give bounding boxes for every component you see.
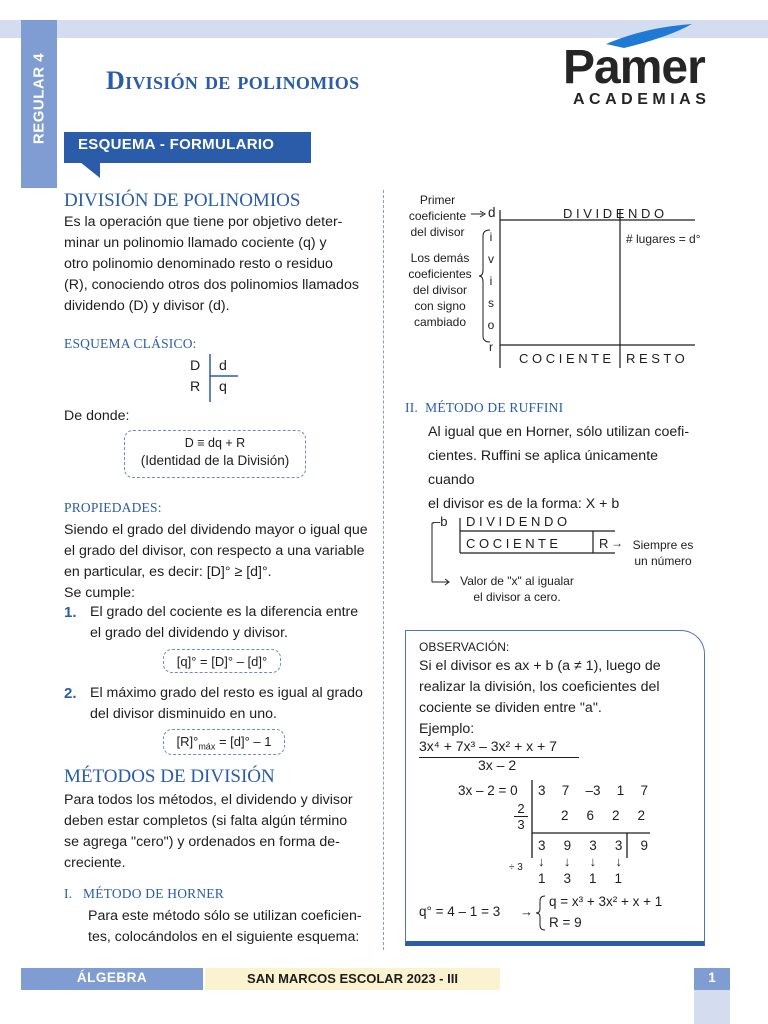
ejemplo-label: Ejemplo: <box>419 721 475 737</box>
intro-line: (R), conociendo otros dos polinomios llamados <box>64 277 359 293</box>
horner-line: tes, colocándolos en el siguiente esquema: <box>88 929 360 945</box>
prop-line: el grado del divisor, con respecto a una variable <box>64 543 365 559</box>
page-tab-bottom <box>694 990 730 1024</box>
ruffini-line: Al igual que en Horner, sólo utilizan coefi- <box>428 424 690 440</box>
q-degree: q° = 4 – 1 = 3 <box>419 904 501 919</box>
side-tab <box>21 20 57 188</box>
cell: –3 <box>585 783 601 798</box>
prop2-formula-rhs: = [d]° – 1 <box>215 734 272 749</box>
divisor-letters <box>486 226 496 358</box>
prop1-line: El grado del cociente es la diferencia entre <box>90 604 359 620</box>
prop2-formula <box>163 729 285 755</box>
cell: 3 <box>538 783 546 798</box>
prop1-formula: [q]° = [D]° – [d]° <box>163 649 281 673</box>
cell: 2 <box>611 808 620 823</box>
ruffini-minus-b: –b <box>433 514 448 529</box>
prop1-text <box>90 602 370 644</box>
ruffini-r: R <box>599 536 609 551</box>
frac-numerator: 2 <box>517 801 525 816</box>
ruffini-paragraph <box>428 420 708 516</box>
cell: 7 <box>640 783 648 798</box>
footer-center: SAN MARCOS ESCOLAR 2023 - III <box>205 968 500 990</box>
divisor-letter: i <box>489 274 493 288</box>
cell: 1 <box>614 871 622 886</box>
divisor-letter: o <box>487 318 495 332</box>
example-divisor-eq: 3x – 2 = 0 <box>458 783 518 798</box>
obs-line: realizar la división, los coeficientes del <box>419 679 660 695</box>
ruffini-line: cientes. Ruffini se aplica únicamente cuando <box>428 448 659 488</box>
identity-label: (Identidad de la División) <box>140 453 290 468</box>
prop-line: en particular, es decir: [D]° ≥ [d]°. <box>64 564 272 580</box>
example-row-4 <box>538 871 622 886</box>
page-number: 1 <box>694 968 730 990</box>
cell: 3 <box>589 838 597 853</box>
primer-coeficiente-note <box>400 192 475 240</box>
intro-line: minar un polinomio llamado cociente (q) y <box>64 235 327 251</box>
example-row-2 <box>561 808 645 823</box>
cell: 3 <box>614 838 623 853</box>
valor-line: Valor de "x" al igualar <box>460 574 574 588</box>
divisor-letter: v <box>488 252 494 266</box>
heading-ruffini: II. MÉTODO DE RUFFINI <box>405 400 564 415</box>
propiedades-paragraph <box>64 520 369 604</box>
intro-line: Es la operación que tiene por objetivo deter- <box>64 214 343 230</box>
cell: 3 <box>538 838 546 853</box>
demas-line: coeficientes <box>408 267 472 281</box>
arrow-down-icon: ↓ <box>563 854 571 869</box>
example-fraction-2-3 <box>514 801 528 832</box>
ejemplo-denominator: 3x – 2 <box>478 757 517 773</box>
divisor-letter: s <box>488 296 494 310</box>
cell: 9 <box>640 838 648 853</box>
q-arrow-icon: → <box>520 904 533 919</box>
intro-paragraph <box>64 212 364 317</box>
metodos-paragraph <box>64 790 364 874</box>
divide-by-3: ÷ 3 <box>509 862 523 873</box>
down-arrows <box>538 854 622 869</box>
q-equation: q = x³ + 3x² + x + 1 <box>549 894 663 909</box>
cell: 2 <box>637 808 645 823</box>
demas-line: del divisor <box>412 283 468 297</box>
prop2-text <box>90 683 370 725</box>
horner-dividendo: D I V I D E N D O <box>563 206 665 221</box>
metodos-line: creciente. <box>64 855 126 871</box>
side-tab-label: REGULAR 4 <box>30 52 48 145</box>
frac-denominator: 3 <box>514 816 528 832</box>
prop-line: Siendo el grado del dividendo mayor o igual que <box>64 522 368 538</box>
esquema-R: R <box>190 379 201 395</box>
heading-esquema-clasico: ESQUEMA CLÁSICO: <box>64 336 197 351</box>
divisor-letter: r <box>489 340 493 354</box>
horner-paragraph <box>88 906 368 948</box>
cell: 3 <box>563 871 571 886</box>
ruffini-dividendo: D I V I D E N D O <box>466 514 568 529</box>
heading-horner: I. MÉTODO DE HORNER <box>64 886 224 901</box>
obs-line: cociente se dividen entre "a". <box>419 700 602 716</box>
esquema-q: q <box>219 379 227 395</box>
cell: 2 <box>561 808 569 823</box>
footer-subject: ÁLGEBRA <box>21 968 203 990</box>
ruffini-cociente: C O C I E N T E <box>466 536 558 551</box>
heading-metodos: MÉTODOS DE DIVISIÓN <box>64 766 275 787</box>
demas-coeficientes-note <box>400 250 480 330</box>
heading-division: DIVISIÓN DE POLINOMIOS <box>64 190 301 211</box>
metodos-line: se agrega "cero") y ordenados en forma de- <box>64 834 340 850</box>
valor-x-note <box>452 573 582 605</box>
metodos-line: deben estar completos (si falta algún término <box>64 813 348 829</box>
prop2-line: del divisor disminuido en uno. <box>90 706 277 722</box>
horner-resto: R E S T O <box>626 351 685 366</box>
identity-formula: D ≡ dq + R <box>184 436 246 450</box>
primer-line: coeficiente <box>408 209 467 223</box>
obs-line: Si el divisor es ax + b (a ≠ 1), luego de <box>419 658 661 674</box>
lugares-note: # lugares = d° <box>626 232 701 246</box>
section-label: ESQUEMA - FORMULARIO <box>64 132 311 163</box>
prop1-number: 1. <box>64 604 77 621</box>
prop2-formula-lhs: [R]° <box>176 734 199 749</box>
siempre-note <box>628 537 698 569</box>
demas-line: con signo <box>414 299 466 313</box>
cell: 7 <box>561 783 570 798</box>
logo-subtitle: ACADEMIAS <box>573 91 711 108</box>
heading-propiedades: PROPIEDADES: <box>64 500 162 515</box>
r-equation: R = 9 <box>549 915 582 930</box>
identity-box <box>124 430 306 478</box>
demas-line: cambiado <box>413 315 467 329</box>
primer-line: del divisor <box>410 225 465 239</box>
primer-line: Primer <box>419 193 456 207</box>
de-donde: De donde: <box>64 408 130 424</box>
observacion-label: OBSERVACIÓN: <box>419 640 510 654</box>
intro-line: dividendo (D) y divisor (d). <box>64 298 230 314</box>
ruffini-arrow-icon: → <box>611 536 623 550</box>
observacion-paragraph <box>419 656 691 740</box>
arrow-down-icon: ↓ <box>538 854 545 869</box>
prop1-line: el grado del dividendo y divisor. <box>90 625 288 641</box>
cell: 9 <box>563 838 572 853</box>
logo-wordmark: Pamer <box>563 41 705 94</box>
prop-line: Se cumple: <box>64 585 135 601</box>
metodos-line: Para todos los métodos, el dividendo y divisor <box>64 792 353 808</box>
prop2-formula-sub: máx <box>198 741 216 752</box>
arrow-down-icon: ↓ <box>615 854 622 869</box>
horner-cociente: C O C I E N T E <box>519 351 611 366</box>
cell: 1 <box>616 783 625 798</box>
arrow-down-icon: ↓ <box>589 854 597 869</box>
section-label-tail-icon <box>80 162 102 180</box>
cell: 6 <box>586 808 594 823</box>
intro-line: otro polinomio denominado resto o residuo <box>64 256 333 272</box>
siempre-line: un número <box>634 554 692 568</box>
esquema-D: D <box>190 358 201 374</box>
result-brace-icon <box>535 894 547 934</box>
prop2-line: El máximo grado del resto es igual al grado <box>90 685 363 701</box>
cell: 1 <box>588 871 597 886</box>
column-divider <box>383 190 384 950</box>
demas-line: Los demás <box>410 251 470 265</box>
horner-d: d <box>488 205 496 220</box>
ejemplo-numerator: 3x⁴ + 7x³ – 3x² + x + 7 <box>419 738 557 754</box>
divisor-letter: i <box>489 230 493 244</box>
prop2-number: 2. <box>64 685 77 702</box>
example-row-1 <box>538 783 648 798</box>
horner-line: Para este método sólo se utilizan coeficien- <box>88 908 362 924</box>
ruffini-line: el divisor es de la forma: X + b <box>428 496 620 512</box>
siempre-line: Siempre es <box>632 538 694 552</box>
esquema-d: d <box>219 358 227 374</box>
example-row-3 <box>538 838 648 853</box>
cell: 1 <box>538 871 546 886</box>
page-title: División de polinomios <box>106 66 360 95</box>
valor-line: el divisor a cero. <box>473 590 561 604</box>
